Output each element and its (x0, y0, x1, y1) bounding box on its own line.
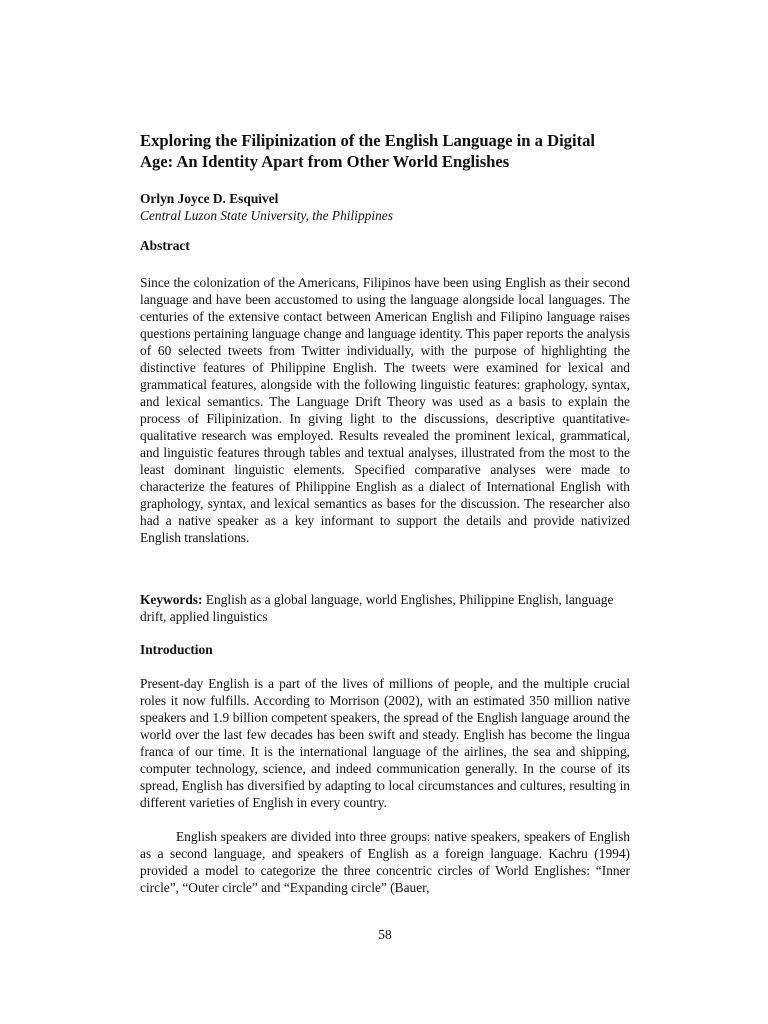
abstract-text: Since the colonization of the Americans, Filipinos have been using English as their second language and have been accustomed to using the language alongside local languages. The centuries of the extensive contact between American English and Filipino language raises questions pertaining language change and language identity. This paper reports the analysis of 60 selected tweets from Twitter individually, with the purpose of highlighting the distinctive features of Philippine English. The tweets were examined for lexical and grammatical features, alongside with the following linguistic features: graphology, syntax, and lexical semantics. The Language Drift Theory was used as a basis to explain the process of Filipinization. In giving light to the discussions, descriptive quantitative-qualitative research was employed. Results revealed the prominent lexical, grammatical, and linguistic features through tables and textual analyses, illustrated from the most to the least dominant linguistic elements. Specified comparative analyses were made to characterize the features of Philippine English as a dialect of International English with graphology, syntax, and lexical semantics as bases for the discussion. The researcher also had a native speaker as a key informant to support the details and provide nativized English translations. (140, 275, 630, 545)
paper-page (140, 0, 630, 1024)
keywords-list: English as a global language, world Englishes, Philippine English, language drift, applied linguistics (140, 592, 614, 624)
author-affiliation: Central Luzon State University, the Philippines (140, 208, 393, 223)
abstract-heading: Abstract (140, 238, 190, 253)
introduction-heading: Introduction (140, 642, 213, 657)
keywords (140, 591, 630, 625)
keywords-label: Keywords: (140, 592, 203, 607)
paper-title: Exploring the Filipinization of the English Language in a Digital Age: An Identity Apart from Other World Englishes (140, 131, 596, 171)
intro-paragraph-1: Present-day English is a part of the lives of millions of people, and the multiple crucial roles it now fulfills. According to Morrison (2002), with an estimated 350 million native speakers and 1.9 billion competent speakers, the spread of the English language around the world over the last few decades has been swift and steady. English has become the lingua franca of our time. It is the international language of the airlines, the sea and shipping, computer technology, science, and indeed communication generally. In the course of its spread, English has diversified by adapting to local circumstances and cultures, resulting in different varieties of English in every country. (140, 676, 630, 810)
author-name: Orlyn Joyce D. Esquivel (140, 191, 279, 206)
intro-paragraph-2: English speakers are divided into three groups: native speakers, speakers of English as a second language, and speakers of English as a foreign language. Kachru (1994) provided a model to categorize the three concentric circles of World Englishes: “Inner circle”, “Outer circle” and “Expanding circle” (Bauer, (140, 829, 630, 895)
page-number: 58 (378, 927, 392, 942)
